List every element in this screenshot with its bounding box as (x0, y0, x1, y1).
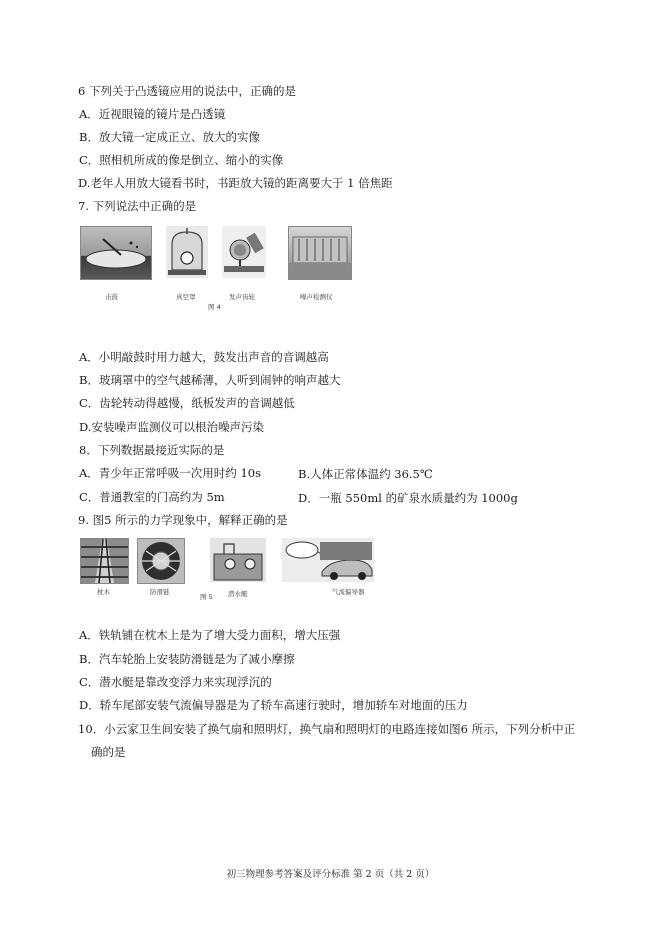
q9-option-a: A．铁轨铺在枕木上是为了增大受力面积，增大压强 (79, 628, 341, 642)
q9-stem: 9. 图5 所示的力学现象中，解释正确的是 (78, 513, 288, 527)
railway-sleeper-photo (80, 538, 129, 584)
figure-5-label: 图 5 (200, 593, 213, 601)
figure-5-caption-chain: 防滑链 (150, 588, 170, 596)
figure-5-caption-deflector: 气流偏导器 (332, 588, 365, 596)
q7-option-a: A．小明敲鼓时用力越大，鼓发出声音的音调越高 (79, 350, 329, 364)
snow-chain-photo (137, 538, 185, 584)
figure-5-caption-sleeper: 枕木 (97, 588, 110, 596)
q6-option-a: A．近视眼镜的镜片是凸透镜 (79, 107, 226, 121)
gear-sound-photo (222, 226, 266, 278)
q6-option-d: D.老年人用放大镜看书时，书距放大镜的距离要大于 1 倍焦距 (78, 176, 393, 190)
figure-4-caption-gear: 发声齿轮 (229, 293, 255, 301)
drum-photo (80, 226, 152, 280)
air-deflector-photo (282, 538, 374, 582)
q10-stem-line1: 10．小云家卫生间安装了换气扇和照明灯，换气扇和照明灯的电路连接如图6 所示，下列分析中正 (78, 722, 576, 736)
q10-stem-line2: 确的是 (91, 745, 126, 759)
q6-option-c: C．照相机所成的像是倒立、缩小的实像 (79, 153, 284, 167)
figure-4-caption-drum: 击鼓 (105, 293, 118, 301)
q8-option-b: B.人体正常体温约 36.5℃ (298, 467, 433, 481)
q9-option-b: B．汽车轮胎上安装防滑链是为了减小摩擦 (79, 652, 295, 666)
figure-5-caption-submarine: 潜水艇 (228, 590, 248, 598)
vacuum-bell-jar-photo (166, 226, 208, 278)
figure-4-caption-monitor: 噪声检测仪 (300, 293, 333, 301)
submarine-photo (210, 538, 266, 582)
q9-option-c: C．潜水艇是靠改变浮力来实现浮沉的 (79, 675, 272, 689)
noise-monitor-photo (288, 226, 352, 280)
q7-option-d: D.安装噪声监测仪可以根治噪声污染 (79, 420, 264, 434)
q8-stem: 8．下列数据最接近实际的是 (79, 443, 225, 457)
q8-option-a: A．青少年正常呼吸一次用时约 10s (79, 466, 261, 480)
figure-4-caption-vacuum: 真空罩 (176, 293, 196, 301)
q7-option-b: B．玻璃罩中的空气越稀薄，人听到闹钟的响声越大 (79, 373, 341, 387)
q8-option-c: C．普通教室的门高约为 5m (79, 490, 225, 504)
figure-4-label: 图 4 (208, 303, 221, 311)
q6-option-b: B．放大镜一定成正立、放大的实像 (79, 130, 260, 144)
q7-stem: 7. 下列说法中正确的是 (78, 199, 197, 213)
q9-option-d: D．轿车尾部安装气流偏导器是为了轿车高速行驶时，增加轿车对地面的压力 (79, 698, 468, 712)
q6-stem: 6 下列关于凸透镜应用的说法中，正确的是 (78, 84, 296, 98)
q8-option-d: D．一瓶 550ml 的矿泉水质量约为 1000g (298, 491, 518, 505)
page-footer: 初三物理参考答案及评分标准 第 2 页（共 2 页） (226, 869, 435, 880)
q7-option-c: C．齿轮转动得越慢，纸板发声的音调越低 (79, 396, 295, 410)
